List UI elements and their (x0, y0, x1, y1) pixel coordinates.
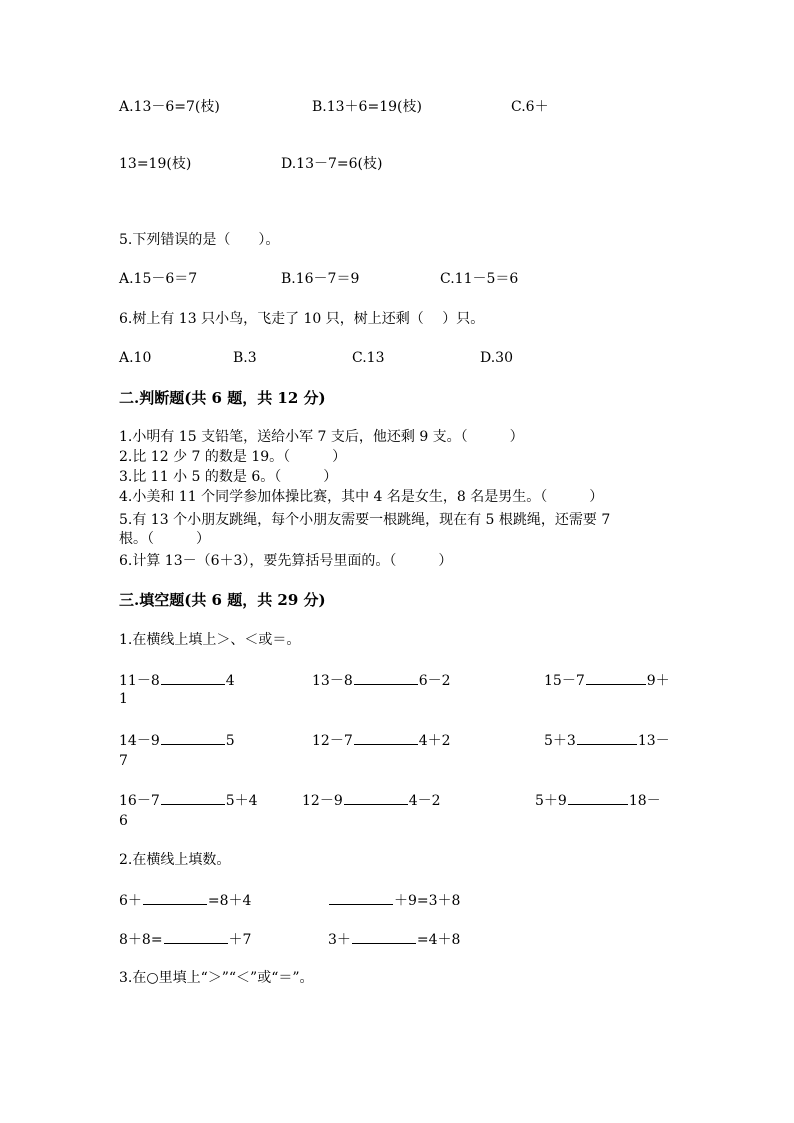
q4-option-a: A.13－6=7(枝) (119, 99, 220, 115)
fill-2-2b: 3＋ =4＋8 (328, 929, 460, 950)
q6-option-b: B.3 (233, 350, 257, 366)
answer-blank[interactable] (161, 670, 225, 685)
answer-blank[interactable] (577, 730, 637, 745)
fill-q2-stem: 2.在横线上填数。 (119, 852, 231, 868)
answer-blank[interactable] (161, 790, 225, 805)
compare-2b: 12－7 4＋2 (312, 730, 451, 751)
q6-option-c: C.13 (352, 350, 385, 366)
q4-option-b: B.13＋6=19(枝) (312, 99, 422, 115)
answer-blank[interactable] (354, 670, 418, 685)
fill-2-1a: 6＋ =8＋4 (119, 890, 251, 911)
answer-blank[interactable] (568, 790, 628, 805)
q5-stem: 5.下列错误的是（ ）。 (119, 232, 280, 248)
judge-item-5: 5.有 13 个小朋友跳绳，每个小朋友需要一根跳绳，现在有 5 根跳绳，还需要 7 (119, 512, 611, 528)
answer-blank[interactable] (329, 890, 393, 905)
section2-heading: 二.判断题(共 6 题，共 12 分) (119, 389, 326, 407)
section3-heading: 三.填空题(共 6 题，共 29 分) (119, 591, 326, 609)
compare-3c-wrap: 6 (119, 813, 128, 829)
compare-3c: 5＋9 18－ (535, 790, 661, 811)
compare-1a: 11－8 4 (119, 670, 235, 691)
compare-1c-wrap: 1 (119, 691, 128, 707)
q4-option-c-wrap: 13=19(枝) (119, 156, 192, 172)
compare-2c-wrap: 7 (119, 753, 128, 769)
fill-2-1b: ＋9=3＋8 (328, 890, 460, 911)
q6-option-a: A.10 (119, 350, 152, 366)
fill-2-2a: 8＋8= ＋7 (119, 929, 251, 950)
fill-q3-stem: 3.在○里填上“＞”“＜”或“＝”。 (119, 970, 314, 986)
q5-option-c: C.11－5＝6 (440, 271, 519, 287)
answer-blank[interactable] (143, 890, 207, 905)
judge-item-4: 4.小美和 11 个同学参加体操比赛，其中 4 名是女生，8 名是男生。（ ） (119, 489, 604, 505)
answer-blank[interactable] (344, 790, 408, 805)
answer-blank[interactable] (164, 929, 228, 944)
compare-1b: 13－8 6－2 (312, 670, 451, 691)
compare-2a: 14－9 5 (119, 730, 235, 751)
compare-2c: 5＋3 13－ (544, 730, 670, 751)
q4-option-c: C.6＋ (511, 99, 549, 115)
q4-option-d: D.13－7=6(枝) (281, 156, 383, 172)
answer-blank[interactable] (161, 730, 225, 745)
judge-item-5-wrap: 根。（ ） (119, 531, 210, 547)
q5-option-a: A.15－6＝7 (119, 271, 198, 287)
fill-q1-stem: 1.在横线上填上＞、＜或＝。 (119, 632, 301, 648)
answer-blank[interactable] (352, 929, 416, 944)
judge-item-6: 6.计算 13－（6＋3），要先算括号里面的。（ ） (119, 553, 453, 569)
compare-3a: 16－7 5＋4 (119, 790, 258, 811)
q6-option-d: D.30 (480, 350, 513, 366)
compare-1c: 15－7 9＋ (544, 670, 670, 691)
judge-item-1: 1.小明有 15 支铅笔，送给小军 7 支后，他还剩 9 支。（ ） (119, 429, 524, 445)
q6-stem: 6.树上有 13 只小鸟，飞走了 10 只，树上还剩（ ）只。 (119, 311, 485, 327)
judge-item-2: 2.比 12 少 7 的数是 19。（ ） (119, 449, 347, 465)
answer-blank[interactable] (354, 730, 418, 745)
judge-item-3: 3.比 11 小 5 的数是 6。（ ） (119, 469, 338, 485)
q5-option-b: B.16－7＝9 (281, 271, 360, 287)
compare-3b: 12－9 4－2 (302, 790, 441, 811)
answer-blank[interactable] (586, 670, 646, 685)
